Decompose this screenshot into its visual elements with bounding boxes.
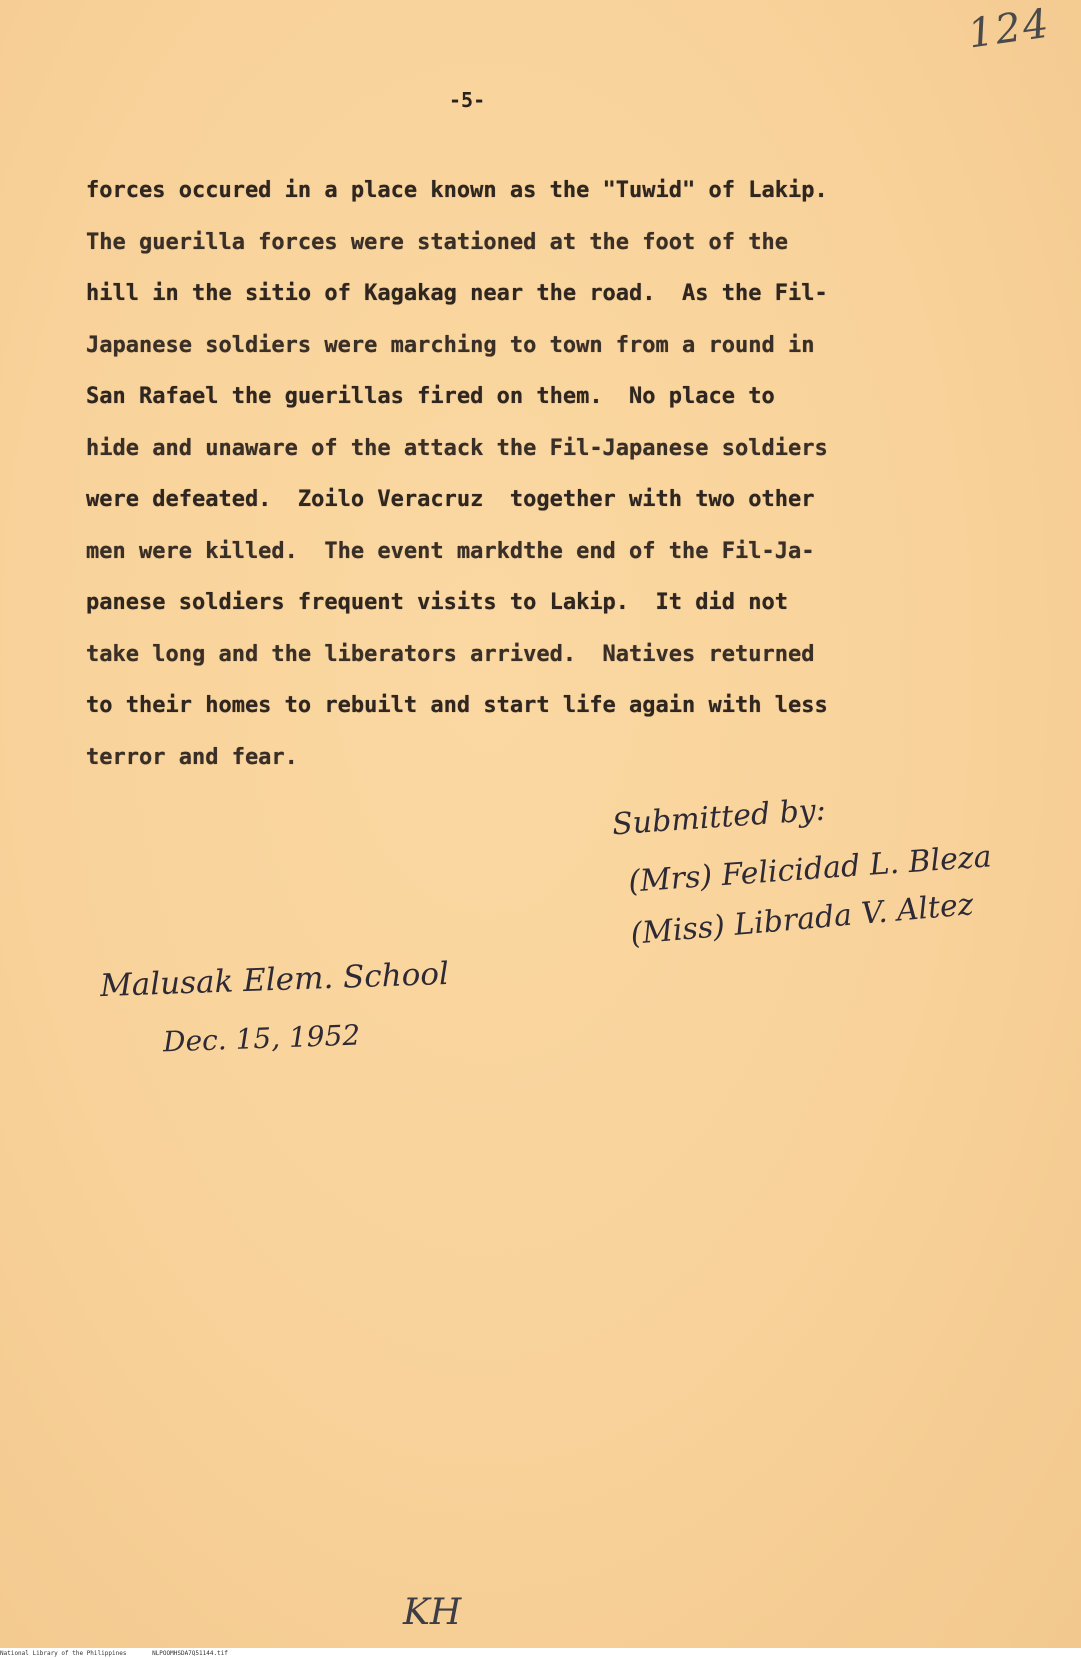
text-line: San Rafael the guerillas fired on them. No place to — [86, 384, 775, 409]
footer-filename: NLPOOMHSDA7Q51144.tif — [152, 1650, 228, 1657]
text-line: forces occured in a place known as the "Tuwid" of Lakip. — [86, 178, 828, 203]
text-line: The guerilla forces were stationed at the foot of the — [86, 229, 788, 255]
body-text — [86, 165, 946, 783]
submission-date: Dec. 15, 1952 — [162, 1018, 361, 1059]
text-line: take long and the liberators arrived. Natives returned — [86, 641, 815, 667]
signatory-name-2: (Miss) Librada V. Altez — [629, 887, 975, 952]
school-name: Malusak Elem. School — [99, 955, 450, 1005]
text-line: men were killed. The event markdthe end of the Fil-Ja- — [86, 538, 815, 564]
page-number: -5- — [449, 88, 486, 112]
text-line: hill in the sitio of Kagakag near the road. As the Fil- — [86, 281, 828, 306]
handwritten-initials: KH — [403, 1592, 462, 1633]
folio-number: 124 — [965, 0, 1054, 58]
signatory-name-1: (Mrs) Felicidad L. Bleza — [627, 839, 993, 900]
scan-footer — [0, 1649, 1081, 1658]
text-line: hide and unaware of the attack the Fil-Japanese soldiers — [86, 435, 828, 461]
text-line: terror and fear. — [86, 744, 298, 770]
footer-library: National Library of the Philippines — [0, 1650, 127, 1657]
text-line: panese soldiers frequent visits to Lakip. It did not — [86, 590, 788, 615]
submitted-by-label: Submitted by: — [611, 792, 827, 843]
text-line: were defeated. Zoilo Veracruz together with two other — [86, 487, 815, 512]
text-line: to their homes to rebuilt and start life again with less — [86, 693, 828, 718]
text-line: Japanese soldiers were marching to town from a round in — [86, 332, 815, 358]
